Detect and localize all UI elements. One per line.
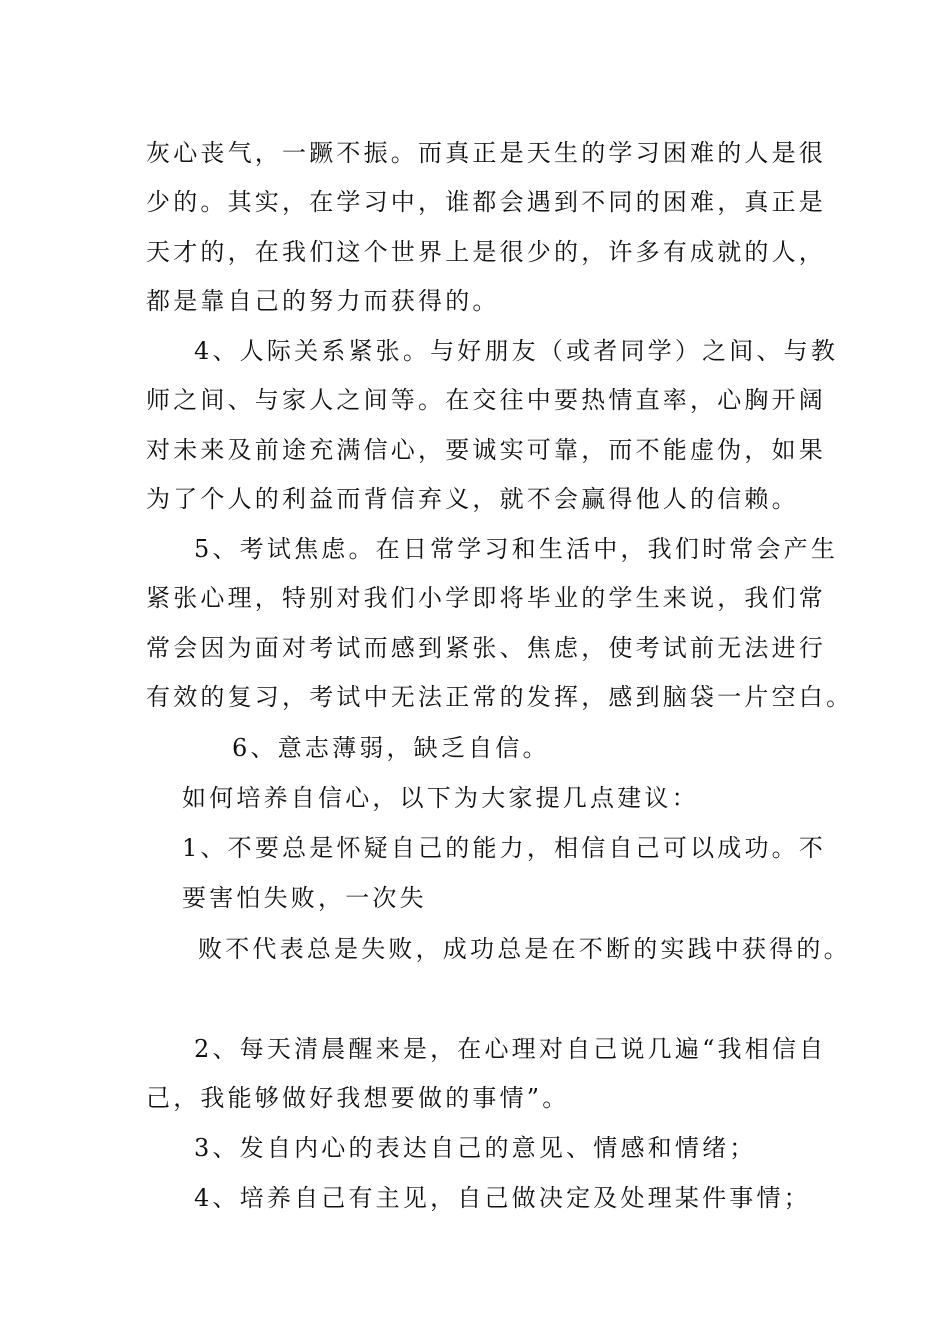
text-line: 3、发自内心的表达自己的意见、情感和情绪； — [194, 1134, 757, 1162]
text-line: 灰心丧气，一蹶不振。而真正是天生的学习困难的人是很 — [146, 139, 826, 167]
text-line: 都是靠自己的努力而获得的。 — [146, 287, 500, 315]
text-line: 1、不要总是怀疑自己的能力，相信自己可以成功。不 — [182, 834, 827, 862]
text-line: 4、培养自己有主见，自己做决定及处理某件事情； — [194, 1184, 811, 1212]
text-line: 要害怕失败，一次失 — [182, 884, 427, 912]
text-line: 2、每天清晨醒来是，在心理对自己说几遍“我相信自 — [194, 1035, 827, 1063]
text-line: 为了个人的利益而背信弃义，就不会赢得他人的信赖。 — [146, 485, 799, 513]
text-line: 师之间、与家人之间等。在交往中要热情直率，心胸开阔 — [146, 386, 826, 414]
text-line: 6、意志薄弱，缺乏自信。 — [232, 734, 550, 762]
text-line: 常会因为面对考试而感到紧张、焦虑，使考试前无法进行 — [146, 634, 826, 662]
text-line: 败不代表总是失败，成功总是在不断的实践中获得的。 — [198, 935, 851, 963]
text-line: 4、人际关系紧张。与好朋友（或者同学）之间、与教 — [194, 337, 839, 365]
text-line: 有效的复习，考试中无法正常的发挥，感到脑袋一片空白。 — [146, 683, 854, 711]
text-line: 5、考试焦虑。在日常学习和生活中，我们时常会产生 — [194, 535, 839, 563]
text-line: 己，我能够做好我想要做的事情”。 — [146, 1084, 570, 1112]
text-line: 天才的，在我们这个世界上是很少的，许多有成就的人， — [146, 238, 826, 266]
text-line: 少的。其实，在学习中，谁都会遇到不同的困难，真正是 — [146, 188, 826, 216]
text-line: 对未来及前途充满信心，要诚实可靠，而不能虚伪，如果 — [146, 436, 826, 464]
text-line: 紧张心理，特别对我们小学即将毕业的学生来说，我们常 — [146, 584, 826, 612]
text-line: 如何培养自信心，以下为大家提几点建议： — [182, 784, 699, 812]
